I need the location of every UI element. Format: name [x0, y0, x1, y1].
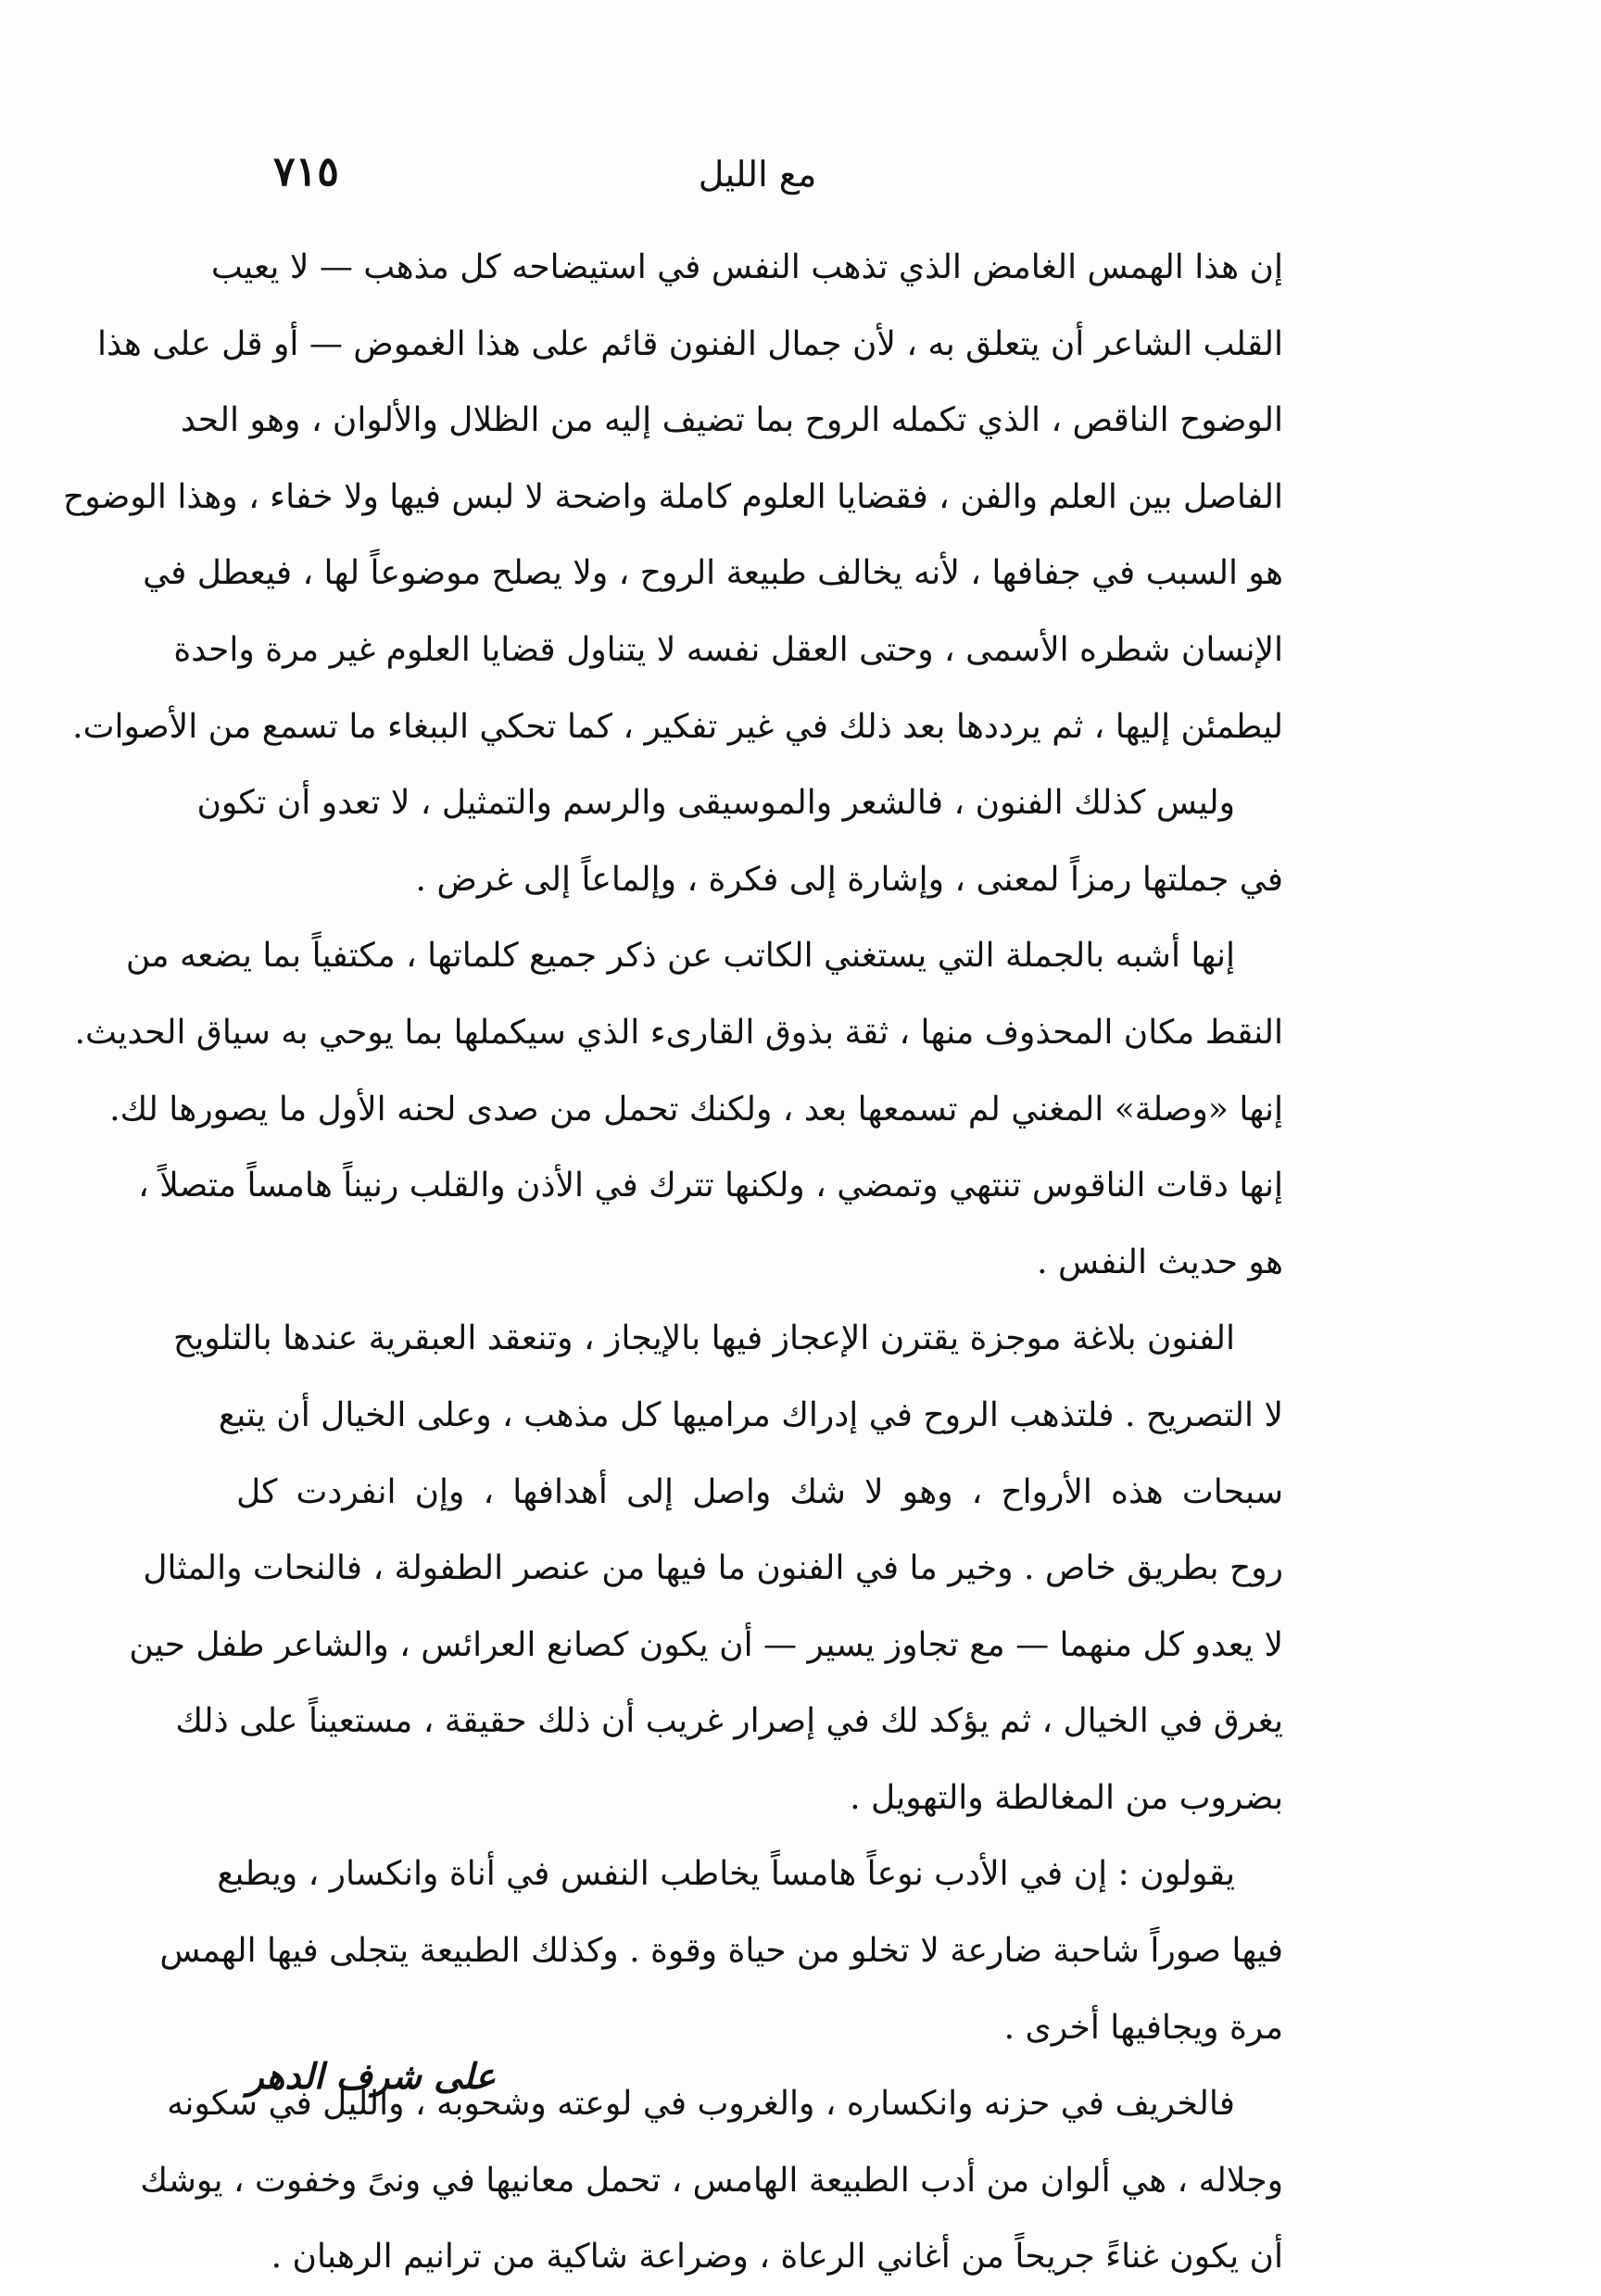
text-line: الفاصل بين العلم والفن ، فقضايا العلوم كاملة واضحة لا لبس فيها ولا خفاء ، وهذا الوضوح: [62, 477, 1283, 516]
text-line: فالخريف في حزنه وانكساره ، والغروب في لوعته وشحوبه ، والليل في سكونه: [167, 2085, 1235, 2124]
text-line: وليس كذلك الفنون ، فالشعر والموسيقى والرسم والتمثيل ، لا تعدو أن تكون: [196, 784, 1235, 823]
text-line: إن هذا الهمس الغامض الذي تذهب النفس في استيضاحه كل مذهب — لا يعيب: [210, 248, 1283, 286]
text-line: سبحات هذه الأرواح ، وهو لا شك واصل إلى أهدافها ، وإن انفردت كل: [236, 1472, 1283, 1511]
text-line: الإنسان شطره الأسمى ، وحتى العقل نفسه لا يتناول قضايا العلوم غير مرة واحدة: [173, 630, 1283, 669]
text-line: روح بطريق خاص . وخير ما في الفنون ما فيها من عنصر الطفولة ، فالنحات والمثال: [143, 1549, 1283, 1588]
text-line: فيها صوراً شاحبة ضارعة لا تخلو من حياة وقوة . وكذلك الطبيعة يتجلى فيها الهمس: [159, 1932, 1283, 1971]
paragraph: [140, 2066, 1283, 2296]
text-line: ليطمئن إليها ، ثم يرددها بعد ذلك في غير تفكير ، كما تحكي الببغاء ما تسمع من الأصوات.: [72, 707, 1283, 746]
text-line: أن يكون غناءً جريحاً من أغاني الرعاة ، وضراعة شاكية من ترانيم الرهبان .: [271, 2238, 1283, 2277]
paragraph: [129, 1301, 1283, 1836]
paragraph: [62, 230, 1283, 765]
page-header: [236, 148, 1279, 213]
text-line: إنها «وصلة» المغني لم تسمعها بعد ، ولكنك تحمل من صدى لحنه الأول ما يصورها لك.: [109, 1090, 1283, 1129]
text-line: الوضوح الناقص ، الذي تكمله الروح بما تضيف إليه من الظلال والألوان ، وهو الحد: [180, 401, 1283, 440]
text-line: الفنون بلاغة موجزة يقترن الإعجاز فيها بالإيجاز ، وتنعقد العبقرية عندها بالتلويح: [173, 1319, 1235, 1358]
text-line: في جملتها رمزاً لمعنى ، وإشارة إلى فكرة ، وإلماعاً إلى غرض .: [415, 860, 1283, 899]
text-line: هو حديث النفس .: [1037, 1243, 1283, 1281]
body-text: [62, 230, 1283, 2296]
text-line: يقولون : إن في الأدب نوعاً هامساً يخاطب النفس في أناة وانكسار ، ويطبع: [217, 1855, 1235, 1894]
running-head: مع الليل: [698, 154, 817, 195]
text-line: يغرق في الخيال ، ثم يؤكد لك في إصرار غريب أن ذلك حقيقة ، مستعيناً على ذلك: [175, 1702, 1283, 1741]
text-line: القلب الشاعر أن يتعلق به ، لأن جمال الفنون قائم على هذا الغموض — أو قل على هذا: [96, 324, 1283, 363]
text-line: بضروب من المغالطة والتهويل .: [850, 1778, 1283, 1817]
text-line: هو السبب في جفافها ، لأنه يخالف طبيعة الروح ، ولا يصلح موضوعاً لها ، فيعطل في: [143, 554, 1283, 593]
footer-note: على شرف الدهر: [246, 2055, 496, 2097]
paragraph: [159, 1836, 1283, 2066]
text-line: النقط مكان المحذوف منها ، ثقة بذوق القارىء الذي سيكملها بما يوحي به سياق الحديث.: [74, 1013, 1283, 1052]
text-line: إنها أشبه بالجملة التي يستغني الكاتب عن ذكر جميع كلماتها ، مكتفياً بما يضعه من: [125, 937, 1235, 976]
paragraph: [74, 918, 1283, 1301]
text-line: مرة ويجافيها أخرى .: [1003, 2008, 1283, 2047]
paragraph: [196, 765, 1283, 918]
text-line: لا التصريح . فلتذهب الروح في إدراك مراميها كل مذهب ، وعلى الخيال أن يتبع: [218, 1395, 1283, 1434]
text-line: لا يعدو كل منهما — مع تجاوز يسير — أن يكون كصانع العرائس ، والشاعر طفل حين: [129, 1625, 1283, 1664]
page-number: ٧١٥: [273, 148, 339, 196]
text-line: وجلاله ، هي ألوان من أدب الطبيعة الهامس ، تحمل معانيها في ونىً وخفوت ، يوشك: [140, 2161, 1283, 2200]
text-line: إنها دقات الناقوس تنتهي وتمضي ، ولكنها تترك في الأذن والقلب رنيناً هامساً متصلاً ،: [138, 1167, 1283, 1205]
